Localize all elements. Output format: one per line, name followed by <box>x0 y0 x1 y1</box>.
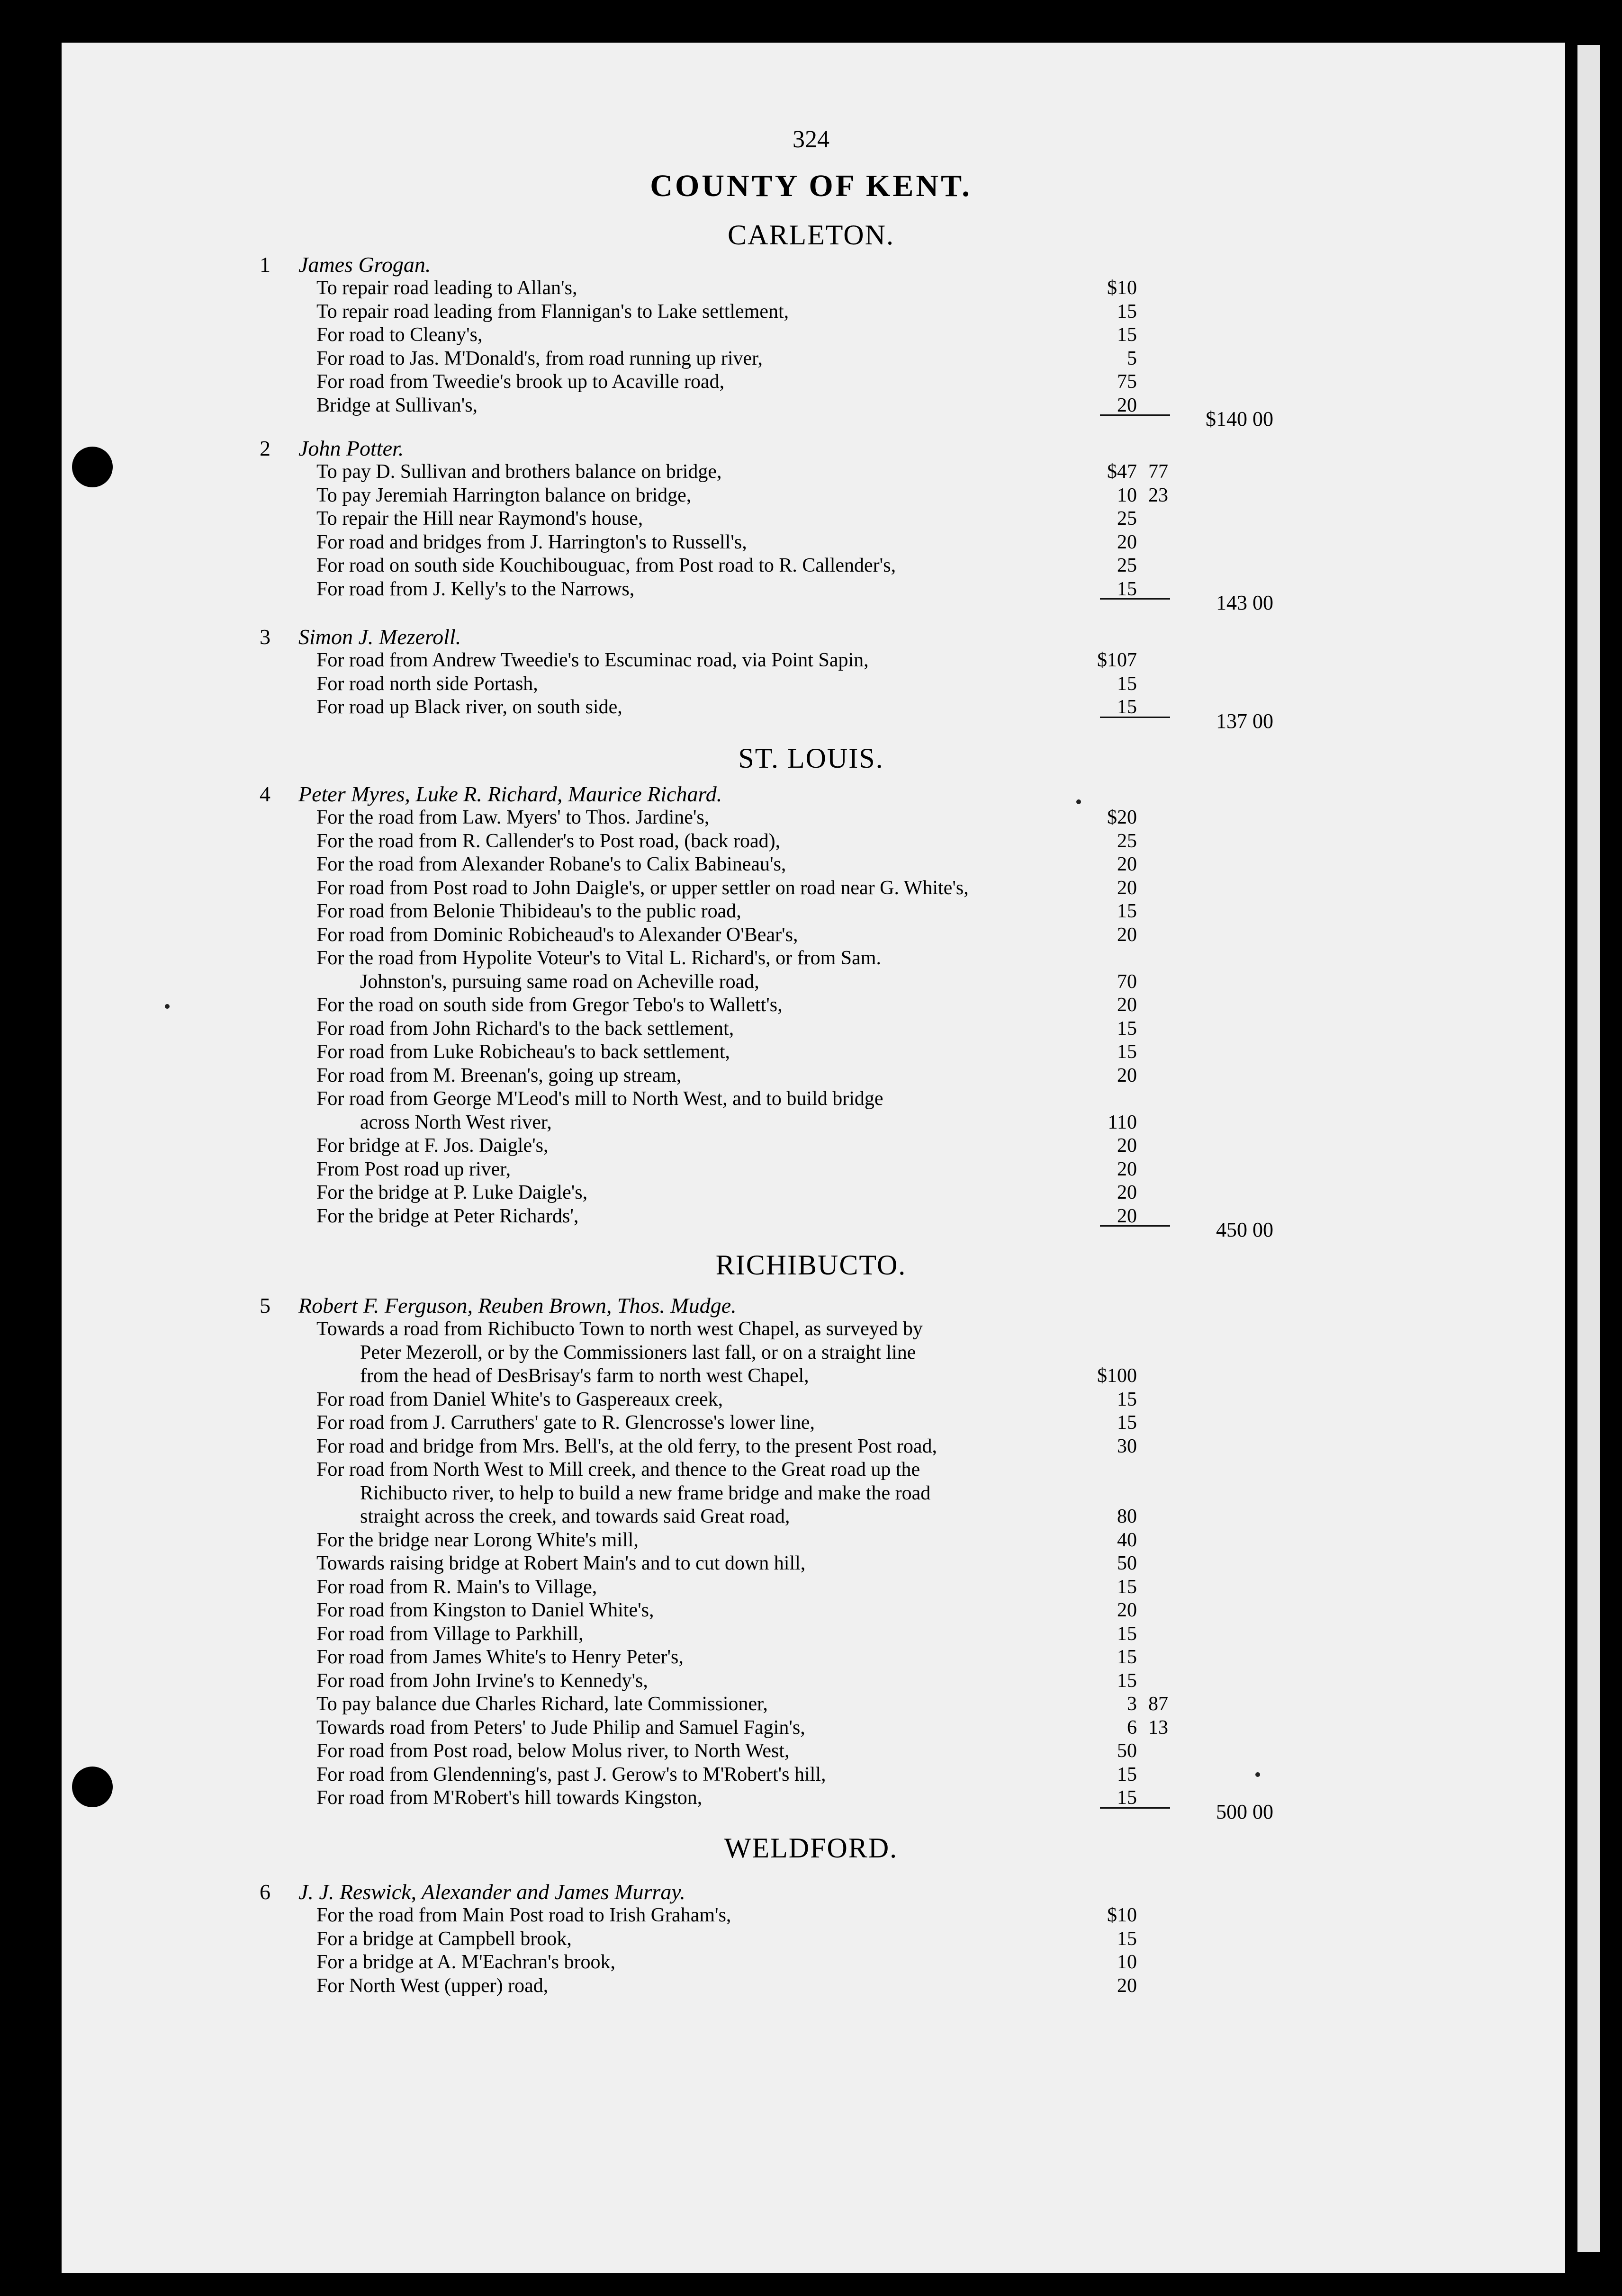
item-amount: 15 <box>1117 1576 1137 1598</box>
appropriation-item: For road north side Portash, <box>316 673 538 695</box>
item-amount: 20 <box>1117 1974 1137 1997</box>
ink-speck <box>165 1004 170 1009</box>
commissioner-names: Peter Myres, Luke R. Richard, Maurice Richard. <box>298 782 722 806</box>
item-amount: 20 <box>1117 1599 1137 1621</box>
item-amount: 15 <box>1117 300 1137 323</box>
item-amount: $47 <box>1107 461 1137 483</box>
appropriation-item: To repair road leading from Flannigan's to Lake settlement, <box>316 300 789 323</box>
appropriation-item: For road from Daniel White's to Gaspereaux creek, <box>316 1388 723 1410</box>
item-amount: 50 <box>1117 1552 1137 1574</box>
appropriation-item: To repair road leading to Allan's, <box>316 277 577 299</box>
entry-total: 500 00 <box>1216 1800 1273 1823</box>
appropriation-item: For the road from R. Callender's to Post road, (back road), <box>316 830 781 852</box>
ink-speck <box>1255 1772 1260 1777</box>
commissioner-names: Simon J. Mezeroll. <box>298 625 461 649</box>
item-amount: 50 <box>1117 1740 1137 1762</box>
appropriation-item: Johnston's, pursuing same road on Acheville road, <box>360 970 759 993</box>
item-amount: 15 <box>1117 900 1137 922</box>
appropriation-item: For the road on south side from Gregor Tebo's to Wallett's, <box>316 994 783 1016</box>
item-amount: 25 <box>1117 555 1137 576</box>
item-amount: 15 <box>1117 1412 1137 1434</box>
item-amount: $20 <box>1107 807 1137 828</box>
appropriation-item: For road to Cleany's, <box>316 324 483 346</box>
commissioner-names: Robert F. Ferguson, Reuben Brown, Thos. Mudge. <box>298 1293 737 1318</box>
appropriation-item: For road from George M'Leod's mill to North West, and to build bridge <box>316 1088 883 1110</box>
commissioner-names: John Potter. <box>298 436 404 460</box>
page-edge <box>1577 45 1600 2252</box>
appropriation-item: For North West (upper) road, <box>316 1974 549 1997</box>
item-amount: 70 <box>1117 970 1137 993</box>
appropriation-item: For road and bridges from J. Harrington's to Russell's, <box>316 531 747 553</box>
item-amount: 20 <box>1117 1182 1137 1203</box>
item-amount: 40 <box>1117 1529 1137 1551</box>
subtotal-rule <box>1100 598 1170 600</box>
appropriation-item: For road from John Richard's to the back settlement, <box>316 1017 734 1040</box>
item-amount: 15 <box>1117 1388 1137 1410</box>
appropriation-item: For bridge at F. Jos. Daigle's, <box>316 1135 549 1157</box>
item-amount: 110 <box>1108 1111 1137 1133</box>
item-amount: $10 <box>1107 277 1137 299</box>
appropriation-item: For a bridge at Campbell brook, <box>316 1928 572 1950</box>
item-amount: 15 <box>1117 1017 1137 1040</box>
appropriation-item: For road from Village to Parkhill, <box>316 1623 584 1645</box>
subtotal-rule <box>1100 1807 1170 1809</box>
item-amount: 15 <box>1117 324 1137 346</box>
appropriation-item: For road from Belonie Thibideau's to the public road, <box>316 900 741 922</box>
punch-hole <box>72 1767 113 1807</box>
item-cents: 87 <box>1148 1693 1168 1715</box>
entry-number: 4 <box>260 782 270 806</box>
document-page <box>62 43 1565 2273</box>
item-amount: 20 <box>1117 994 1137 1016</box>
section-heading: CARLETON. <box>728 219 894 251</box>
appropriation-item: across North West river, <box>360 1111 552 1133</box>
entry-number: 1 <box>260 252 270 277</box>
item-amount: 6 <box>1127 1716 1137 1739</box>
appropriation-item: To pay D. Sullivan and brothers balance on bridge, <box>316 461 722 483</box>
item-amount: 15 <box>1117 1669 1137 1692</box>
appropriation-item: For road from R. Main's to Village, <box>316 1576 597 1598</box>
entry-number: 5 <box>260 1293 270 1318</box>
appropriation-item: For road from M'Robert's hill towards Kingston, <box>316 1787 703 1809</box>
appropriation-item: For the road from Law. Myers' to Thos. Jardine's, <box>316 807 710 828</box>
item-amount: 15 <box>1117 1623 1137 1645</box>
appropriation-item: Towards raising bridge at Robert Main's and to cut down hill, <box>316 1552 806 1574</box>
appropriation-item: For road from Dominic Robicheaud's to Alexander O'Bear's, <box>316 924 798 946</box>
appropriation-item: For road up Black river, on south side, <box>316 696 622 718</box>
item-amount: 15 <box>1117 1041 1137 1063</box>
item-amount: 20 <box>1117 394 1137 416</box>
item-amount: 25 <box>1117 508 1137 529</box>
appropriation-item: To pay Jeremiah Harrington balance on bridge, <box>316 484 692 506</box>
item-amount: 10 <box>1117 484 1137 506</box>
item-amount: 20 <box>1117 924 1137 946</box>
entry-total: 143 00 <box>1216 591 1273 614</box>
item-amount: 15 <box>1117 1928 1137 1950</box>
item-amount: 15 <box>1117 1646 1137 1668</box>
item-amount: 5 <box>1127 347 1137 369</box>
appropriation-item: For road from James White's to Henry Peter's, <box>316 1646 684 1668</box>
appropriation-item: For the bridge at Peter Richards', <box>316 1205 579 1227</box>
item-amount: 30 <box>1117 1435 1137 1457</box>
item-cents: 13 <box>1148 1716 1168 1739</box>
appropriation-item: For road from North West to Mill creek, and thence to the Great road up the <box>316 1459 920 1480</box>
subtotal-rule <box>1100 1225 1170 1227</box>
appropriation-item: For road from J. Kelly's to the Narrows, <box>316 578 635 600</box>
appropriation-item: For road on south side Kouchibouguac, from Post road to R. Callender's, <box>316 555 896 576</box>
section-heading: RICHIBUCTO. <box>715 1249 907 1281</box>
item-amount: 75 <box>1117 371 1137 393</box>
appropriation-item: To pay balance due Charles Richard, late Commissioner, <box>316 1693 768 1715</box>
appropriation-item: For road from Post road, below Molus river, to North West, <box>316 1740 790 1762</box>
item-amount: 15 <box>1117 696 1137 718</box>
entry-total: 137 00 <box>1216 709 1273 733</box>
appropriation-item: Peter Mezeroll, or by the Commissioners last fall, or on a straight line <box>360 1341 916 1363</box>
item-amount: $10 <box>1107 1904 1137 1926</box>
entry-total: $140 00 <box>1206 407 1273 430</box>
appropriation-item: For the road from Alexander Robane's to Calix Babineau's, <box>316 853 786 875</box>
page-title: COUNTY OF KENT. <box>650 169 972 203</box>
ink-speck <box>1076 799 1081 804</box>
appropriation-item: For the road from Hypolite Voteur's to Vital L. Richard's, or from Sam. <box>316 947 881 969</box>
appropriation-item: For road from Kingston to Daniel White's, <box>316 1599 654 1621</box>
appropriation-item: For road from Glendenning's, past J. Gerow's to M'Robert's hill, <box>316 1763 826 1785</box>
commissioner-names: James Grogan. <box>298 252 431 277</box>
entry-number: 2 <box>260 436 270 460</box>
appropriation-item: For road from M. Breenan's, going up stream, <box>316 1064 682 1086</box>
appropriation-item: For road from Andrew Tweedie's to Escuminac road, via Point Sapin, <box>316 649 869 671</box>
item-amount: 20 <box>1117 1135 1137 1157</box>
appropriation-item: To repair the Hill near Raymond's house, <box>316 508 643 529</box>
item-cents: 23 <box>1148 484 1168 506</box>
appropriation-item: For road from Luke Robicheau's to back settlement, <box>316 1041 730 1063</box>
item-amount: 15 <box>1117 673 1137 695</box>
appropriation-item: For the road from Main Post road to Irish Graham's, <box>316 1904 731 1926</box>
subtotal-rule <box>1100 717 1170 718</box>
item-cents: 77 <box>1148 461 1168 483</box>
appropriation-item: For the bridge at P. Luke Daigle's, <box>316 1182 588 1203</box>
appropriation-item: For road to Jas. M'Donald's, from road running up river, <box>316 347 763 369</box>
page-number: 324 <box>793 126 829 153</box>
item-amount: 80 <box>1117 1506 1137 1527</box>
item-amount: 15 <box>1117 578 1137 600</box>
item-amount: 10 <box>1117 1951 1137 1973</box>
entry-number: 6 <box>260 1880 270 1904</box>
subtotal-rule <box>1100 414 1170 416</box>
item-amount: 3 <box>1127 1693 1137 1715</box>
appropriation-item: Towards road from Peters' to Jude Philip and Samuel Fagin's, <box>316 1716 805 1739</box>
item-amount: 20 <box>1117 1158 1137 1180</box>
appropriation-item: straight across the creek, and towards said Great road, <box>360 1506 790 1527</box>
item-amount: $107 <box>1097 649 1137 671</box>
item-amount: 15 <box>1117 1787 1137 1809</box>
item-amount: $100 <box>1097 1365 1137 1387</box>
appropriation-item: For a bridge at A. M'Eachran's brook, <box>316 1951 615 1973</box>
appropriation-item: For road and bridge from Mrs. Bell's, at the old ferry, to the present Post road, <box>316 1435 937 1457</box>
entry-total: 450 00 <box>1216 1218 1273 1241</box>
appropriation-item: Towards a road from Richibucto Town to north west Chapel, as surveyed by <box>316 1318 923 1340</box>
entry-number: 3 <box>260 625 270 649</box>
section-heading: ST. LOUIS. <box>738 743 884 774</box>
appropriation-item: For the bridge near Lorong White's mill, <box>316 1529 639 1551</box>
item-amount: 25 <box>1117 830 1137 852</box>
appropriation-item: For road from Post road to John Daigle's, or upper settler on road near G. White's, <box>316 877 969 899</box>
item-amount: 20 <box>1117 1205 1137 1227</box>
commissioner-names: J. J. Reswick, Alexander and James Murray. <box>298 1880 685 1904</box>
appropriation-item: For road from J. Carruthers' gate to R. Glencrosse's lower line, <box>316 1412 815 1434</box>
item-amount: 20 <box>1117 853 1137 875</box>
appropriation-item: From Post road up river, <box>316 1158 511 1180</box>
appropriation-item: For road from John Irvine's to Kennedy's, <box>316 1669 648 1692</box>
appropriation-item: Richibucto river, to help to build a new frame bridge and make the road <box>360 1482 931 1504</box>
item-amount: 20 <box>1117 1064 1137 1086</box>
appropriation-item: Bridge at Sullivan's, <box>316 394 478 416</box>
appropriation-item: from the head of DesBrisay's farm to north west Chapel, <box>360 1365 809 1387</box>
item-amount: 20 <box>1117 877 1137 899</box>
section-heading: WELDFORD. <box>724 1832 898 1864</box>
appropriation-item: For road from Tweedie's brook up to Acaville road, <box>316 371 725 393</box>
item-amount: 15 <box>1117 1763 1137 1785</box>
punch-hole <box>72 447 113 487</box>
item-amount: 20 <box>1117 531 1137 553</box>
